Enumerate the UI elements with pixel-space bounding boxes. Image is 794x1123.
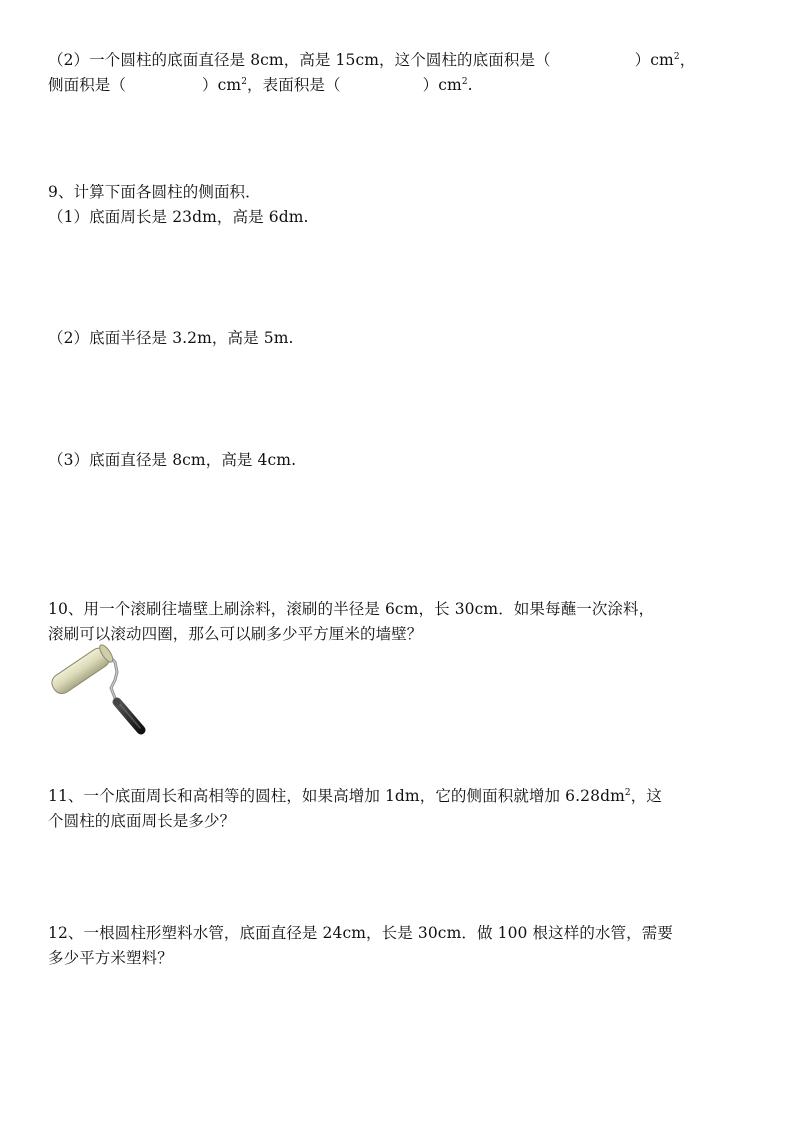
q12-line1: 12、一根圆柱形塑料水管，底面直径是 24cm，长是 30cm．做 100 根这样的水管，需要	[48, 924, 673, 942]
q8-part2-text-h: .	[467, 76, 473, 94]
q9-title: 9、计算下面各圆柱的侧面积．	[48, 183, 261, 201]
q9-item3: （3）底面直径是 8cm，高是 4cm.	[48, 451, 297, 469]
q10-line1: 10、用一个滚刷往墙壁上刷涂料，滚刷的半径是 6cm，长 30cm．如果每蘸一次涂料，	[48, 600, 655, 618]
q8-part2-text-a: （2）一个圆柱的底面直径是 8cm，高是 15cm，这个圆柱的底面积是（	[48, 51, 551, 69]
superscript-2: 2	[673, 52, 680, 62]
q8-part2-line2	[48, 73, 473, 97]
q8-part2-line1	[48, 48, 695, 72]
q9-item1: （1）底面周长是 23dm，高是 6dm.	[48, 208, 309, 226]
q12-line2: 多少平方米塑料？	[48, 949, 173, 967]
q10-line2: 滚刷可以滚动四圈，那么可以刷多少平方厘米的墙壁？	[48, 625, 423, 643]
superscript-2: 2	[624, 788, 631, 798]
q8-part2-text-g: ）cm	[422, 76, 462, 94]
paint-roller-icon	[45, 640, 147, 742]
q9-item2: （2）底面半径是 3.2m，高是 5m.	[48, 329, 294, 347]
q8-part2-text-f: ，表面积是（	[247, 76, 341, 94]
q8-part2-text-c: ，	[679, 51, 696, 69]
q11-line1	[48, 784, 662, 808]
q8-part2-text-e: ）cm	[202, 76, 242, 94]
q8-part2-text-d: 侧面积是（	[48, 76, 127, 94]
q11-line2: 个圆柱的底面周长是多少？	[48, 812, 236, 830]
superscript-2: 2	[241, 77, 248, 87]
superscript-2: 2	[461, 77, 468, 87]
q11-text-b: ，这	[630, 787, 662, 805]
q11-text-a: 11、一个底面周长和高相等的圆柱，如果高增加 1dm，它的侧面积就增加 6.28dm	[48, 787, 625, 805]
q8-part2-text-b: ）cm	[634, 51, 674, 69]
